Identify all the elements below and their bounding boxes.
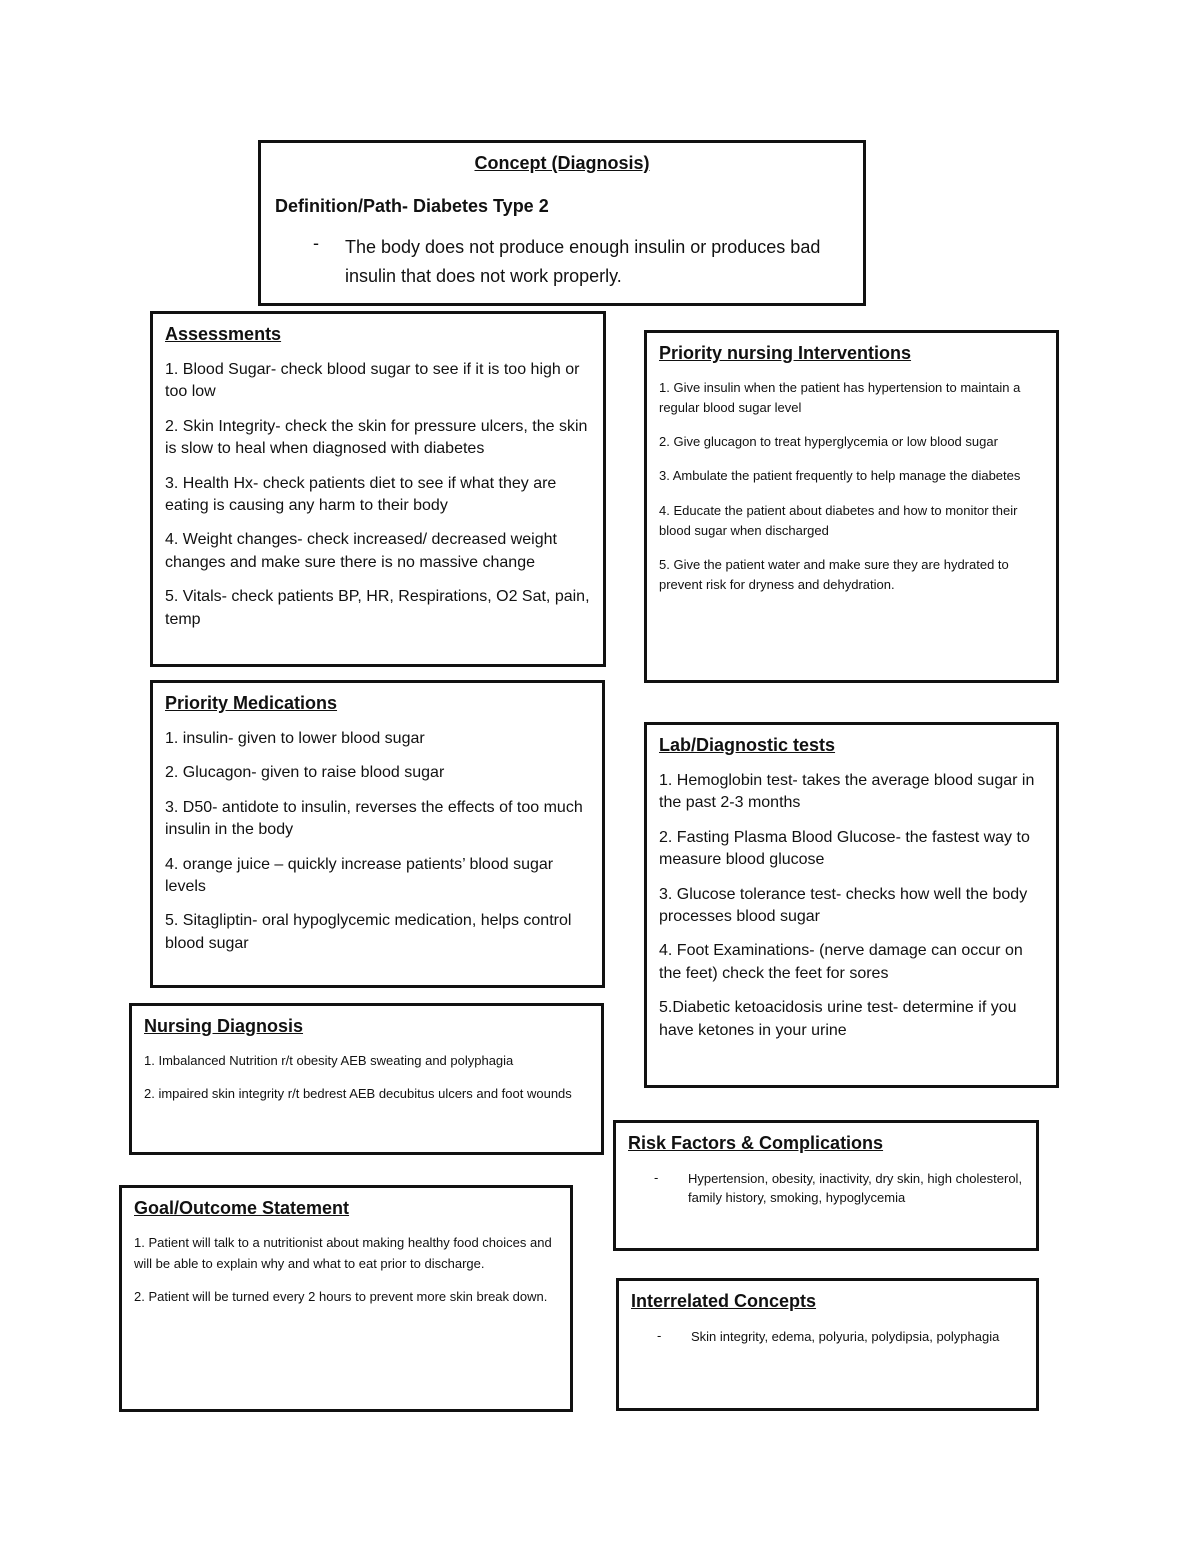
list-item: 4. Foot Examinations- (nerve damage can occur on the feet) check the feet for sores [659, 942, 1023, 982]
interrelated-concepts-title: Interrelated Concepts [631, 1291, 817, 1311]
list-item: 5. Sitagliptin- oral hypoglycemic medication, helps control blood sugar [165, 912, 572, 952]
risk-factors-bullet [628, 1170, 1024, 1208]
list-item: 1. insulin- given to lower blood sugar [165, 730, 425, 747]
medications-box [150, 680, 605, 988]
dash-marker: - [654, 1170, 659, 1185]
list-item: 5. Give the patient water and make sure they are hydrated to prevent risk for dryness and dehydration. [659, 556, 1009, 592]
concept-bullet-text: The body does not produce enough insulin or produces bad insulin that does not work properly. [345, 237, 821, 286]
list-item: 4. Weight changes- check increased/ decreased weight changes and make sure there is no massive change [165, 531, 557, 571]
risk-factors-box [613, 1120, 1039, 1251]
list-item: 1. Blood Sugar- check blood sugar to see if it is too high or too low [165, 361, 580, 401]
dash-marker: - [657, 1328, 662, 1343]
interrelated-concepts-box [616, 1278, 1039, 1411]
list-item: 5. Vitals- check patients BP, HR, Respirations, O2 Sat, pain, temp [165, 588, 590, 628]
concept-box [258, 140, 866, 306]
list-item: 1. Hemoglobin test- takes the average blood sugar in the past 2-3 months [659, 772, 1035, 812]
risk-factors-text: Hypertension, obesity, inactivity, dry skin, high cholesterol, family history, smoking, hypoglycemia [688, 1171, 1023, 1205]
list-item: 1. Patient will talk to a nutritionist about making healthy food choices and will be able to explain why and what to eat prior to discharge. [134, 1235, 552, 1271]
list-item: 2. impaired skin integrity r/t bedrest AEB decubitus ulcers and foot wounds [144, 1085, 572, 1101]
list-item: 1. Give insulin when the patient has hypertension to maintain a regular blood sugar level [659, 380, 1021, 416]
list-item: 2. Patient will be turned every 2 hours to prevent more skin break down. [134, 1288, 548, 1304]
assessments-title: Assessments [165, 324, 282, 344]
list-item: 3. Glucose tolerance test- checks how well the body processes blood sugar [659, 885, 1028, 925]
list-item: 3. D50- antidote to insulin, reverses the effects of too much insulin in the body [165, 798, 583, 839]
lab-tests-box [644, 722, 1059, 1088]
list-item: 5.Diabetic ketoacidosis urine test- determine if you have ketones in your urine [659, 999, 1017, 1039]
nursing-diagnosis-title: Nursing Diagnosis [144, 1016, 304, 1036]
goal-title: Goal/Outcome Statement [134, 1198, 350, 1218]
risk-factors-title: Risk Factors & Complications [628, 1133, 884, 1153]
dash-marker: - [313, 233, 319, 253]
list-item: 2. Give glucagon to treat hyperglycemia or low blood sugar [659, 434, 998, 450]
goal-box [119, 1185, 573, 1412]
nursing-diagnosis-box [129, 1003, 604, 1155]
interventions-title: Priority nursing Interventions [659, 343, 912, 363]
list-item: 4. orange juice – quickly increase patients’ blood sugar levels [165, 855, 554, 895]
list-item: 3. Health Hx- check patients diet to see if what they are eating is causing any harm to their body [165, 474, 557, 514]
assessments-box [150, 311, 606, 667]
concept-title: Concept (Diagnosis) [474, 153, 650, 173]
interrelated-concepts-bullet [631, 1328, 1024, 1347]
interventions-box [644, 330, 1059, 683]
list-item: 4. Educate the patient about diabetes and how to monitor their blood sugar when discharged [659, 502, 1018, 538]
list-item: 1. Imbalanced Nutrition r/t obesity AEB sweating and polyphagia [144, 1053, 514, 1068]
list-item: 2. Fasting Plasma Blood Glucose- the fastest way to measure blood glucose [659, 828, 1030, 869]
list-item: 2. Skin Integrity- check the skin for pressure ulcers, the skin is slow to heal when diagnosed with diabetes [165, 417, 588, 458]
concept-bullet [275, 233, 849, 291]
lab-tests-title: Lab/Diagnostic tests [659, 735, 836, 755]
list-item: 3. Ambulate the patient frequently to help manage the diabetes [659, 468, 1021, 484]
interrelated-concepts-text: Skin integrity, edema, polyuria, polydipsia, polyphagia [691, 1329, 1000, 1344]
list-item: 2. Glucagon- given to raise blood sugar [165, 764, 445, 782]
medications-title: Priority Medications [165, 693, 338, 713]
concept-definition: Definition/Path- Diabetes Type 2 [275, 196, 549, 216]
